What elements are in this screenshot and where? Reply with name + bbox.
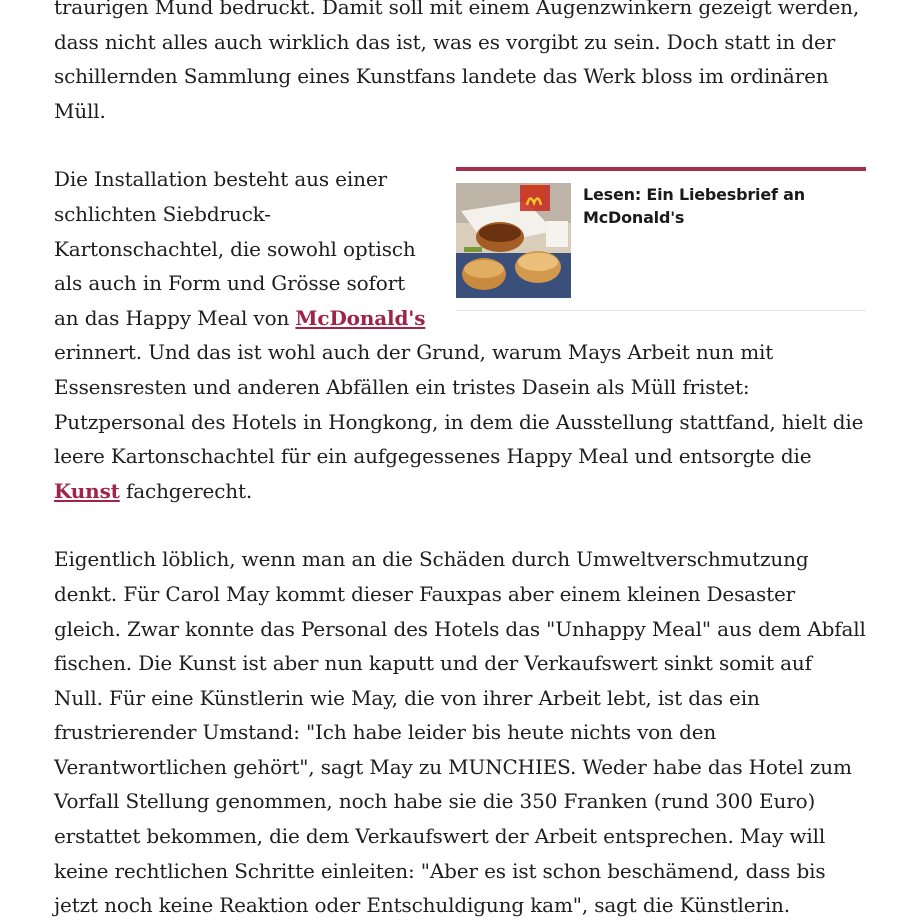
related-article-card[interactable] [456, 167, 866, 311]
kunst-link[interactable]: Kunst [54, 478, 120, 503]
mcdonalds-food-thumbnail[interactable] [456, 183, 571, 298]
related-article-title[interactable]: Lesen: Ein Liebesbrief an McDonald's [583, 185, 805, 228]
paragraph-text: Die Installation besteht aus einer schlichten Siebdruck-Kartonschachtel, die sowohl optisch als auch in Form und Grösse sofort an das Happy Meal von [54, 167, 416, 330]
paragraph-text: fachgerecht. [119, 478, 253, 503]
paragraph-text: erinnert. Und das ist wohl auch der Grund, warum Mays Arbeit nun mit Essensresten und anderen Abfällen ein tristes Dasein als Müll fristet: Putzpersonal des Hotels in Hongkong, in dem die Ausstellung stattfand, hielt die leere Kartonschachtel für ein aufgegessenes Happy Meal und entsorgte die [54, 340, 864, 469]
paragraph-intro: traurigen Mund bedruckt. Damit soll mit einem Augenzwinkern gezeigt werden, dass nicht alles auch wirklich das ist, was es vorgibt zu sein. Doch statt in der schillernden Sammlung eines Kunstfans landete das Werk bloss im ordinären Müll. [54, 0, 860, 123]
article-body [54, 0, 866, 923]
mcdonalds-link[interactable]: McDonald's [295, 305, 426, 330]
paragraph-aftermath: Eigentlich löblich, wenn man an die Schäden durch Umweltverschmutzung denkt. Für Carol May kommt dieser Fauxpas aber einem kleinen Desaster gleich. Zwar konnte das Personal des Hotels das "Unhappy Meal" aus dem Abfall fischen. Die Kunst ist aber nun kaputt und der Verkaufswert sinkt somit auf Null. Für eine Künstlerin wie May, die von ihrer Arbeit lebt, ist das ein frustrierender Umstand: "Ich habe leider bis heute nichts von den Verantwortlichen gehört", sagt May zu MUNCHIES. Weder habe das Hotel zum Vorfall Stellung genommen, noch habe sie die 350 Franken (rund 300 Euro) erstattet bekommen, die dem Verkaufswert der Arbeit entsprechen. May will keine rechtlichen Schritte einleiten: "Aber es ist schon beschämend, dass bis jetzt noch keine Reaktion oder Entschuldigung kam", sagt die Künstlerin. [54, 547, 866, 918]
